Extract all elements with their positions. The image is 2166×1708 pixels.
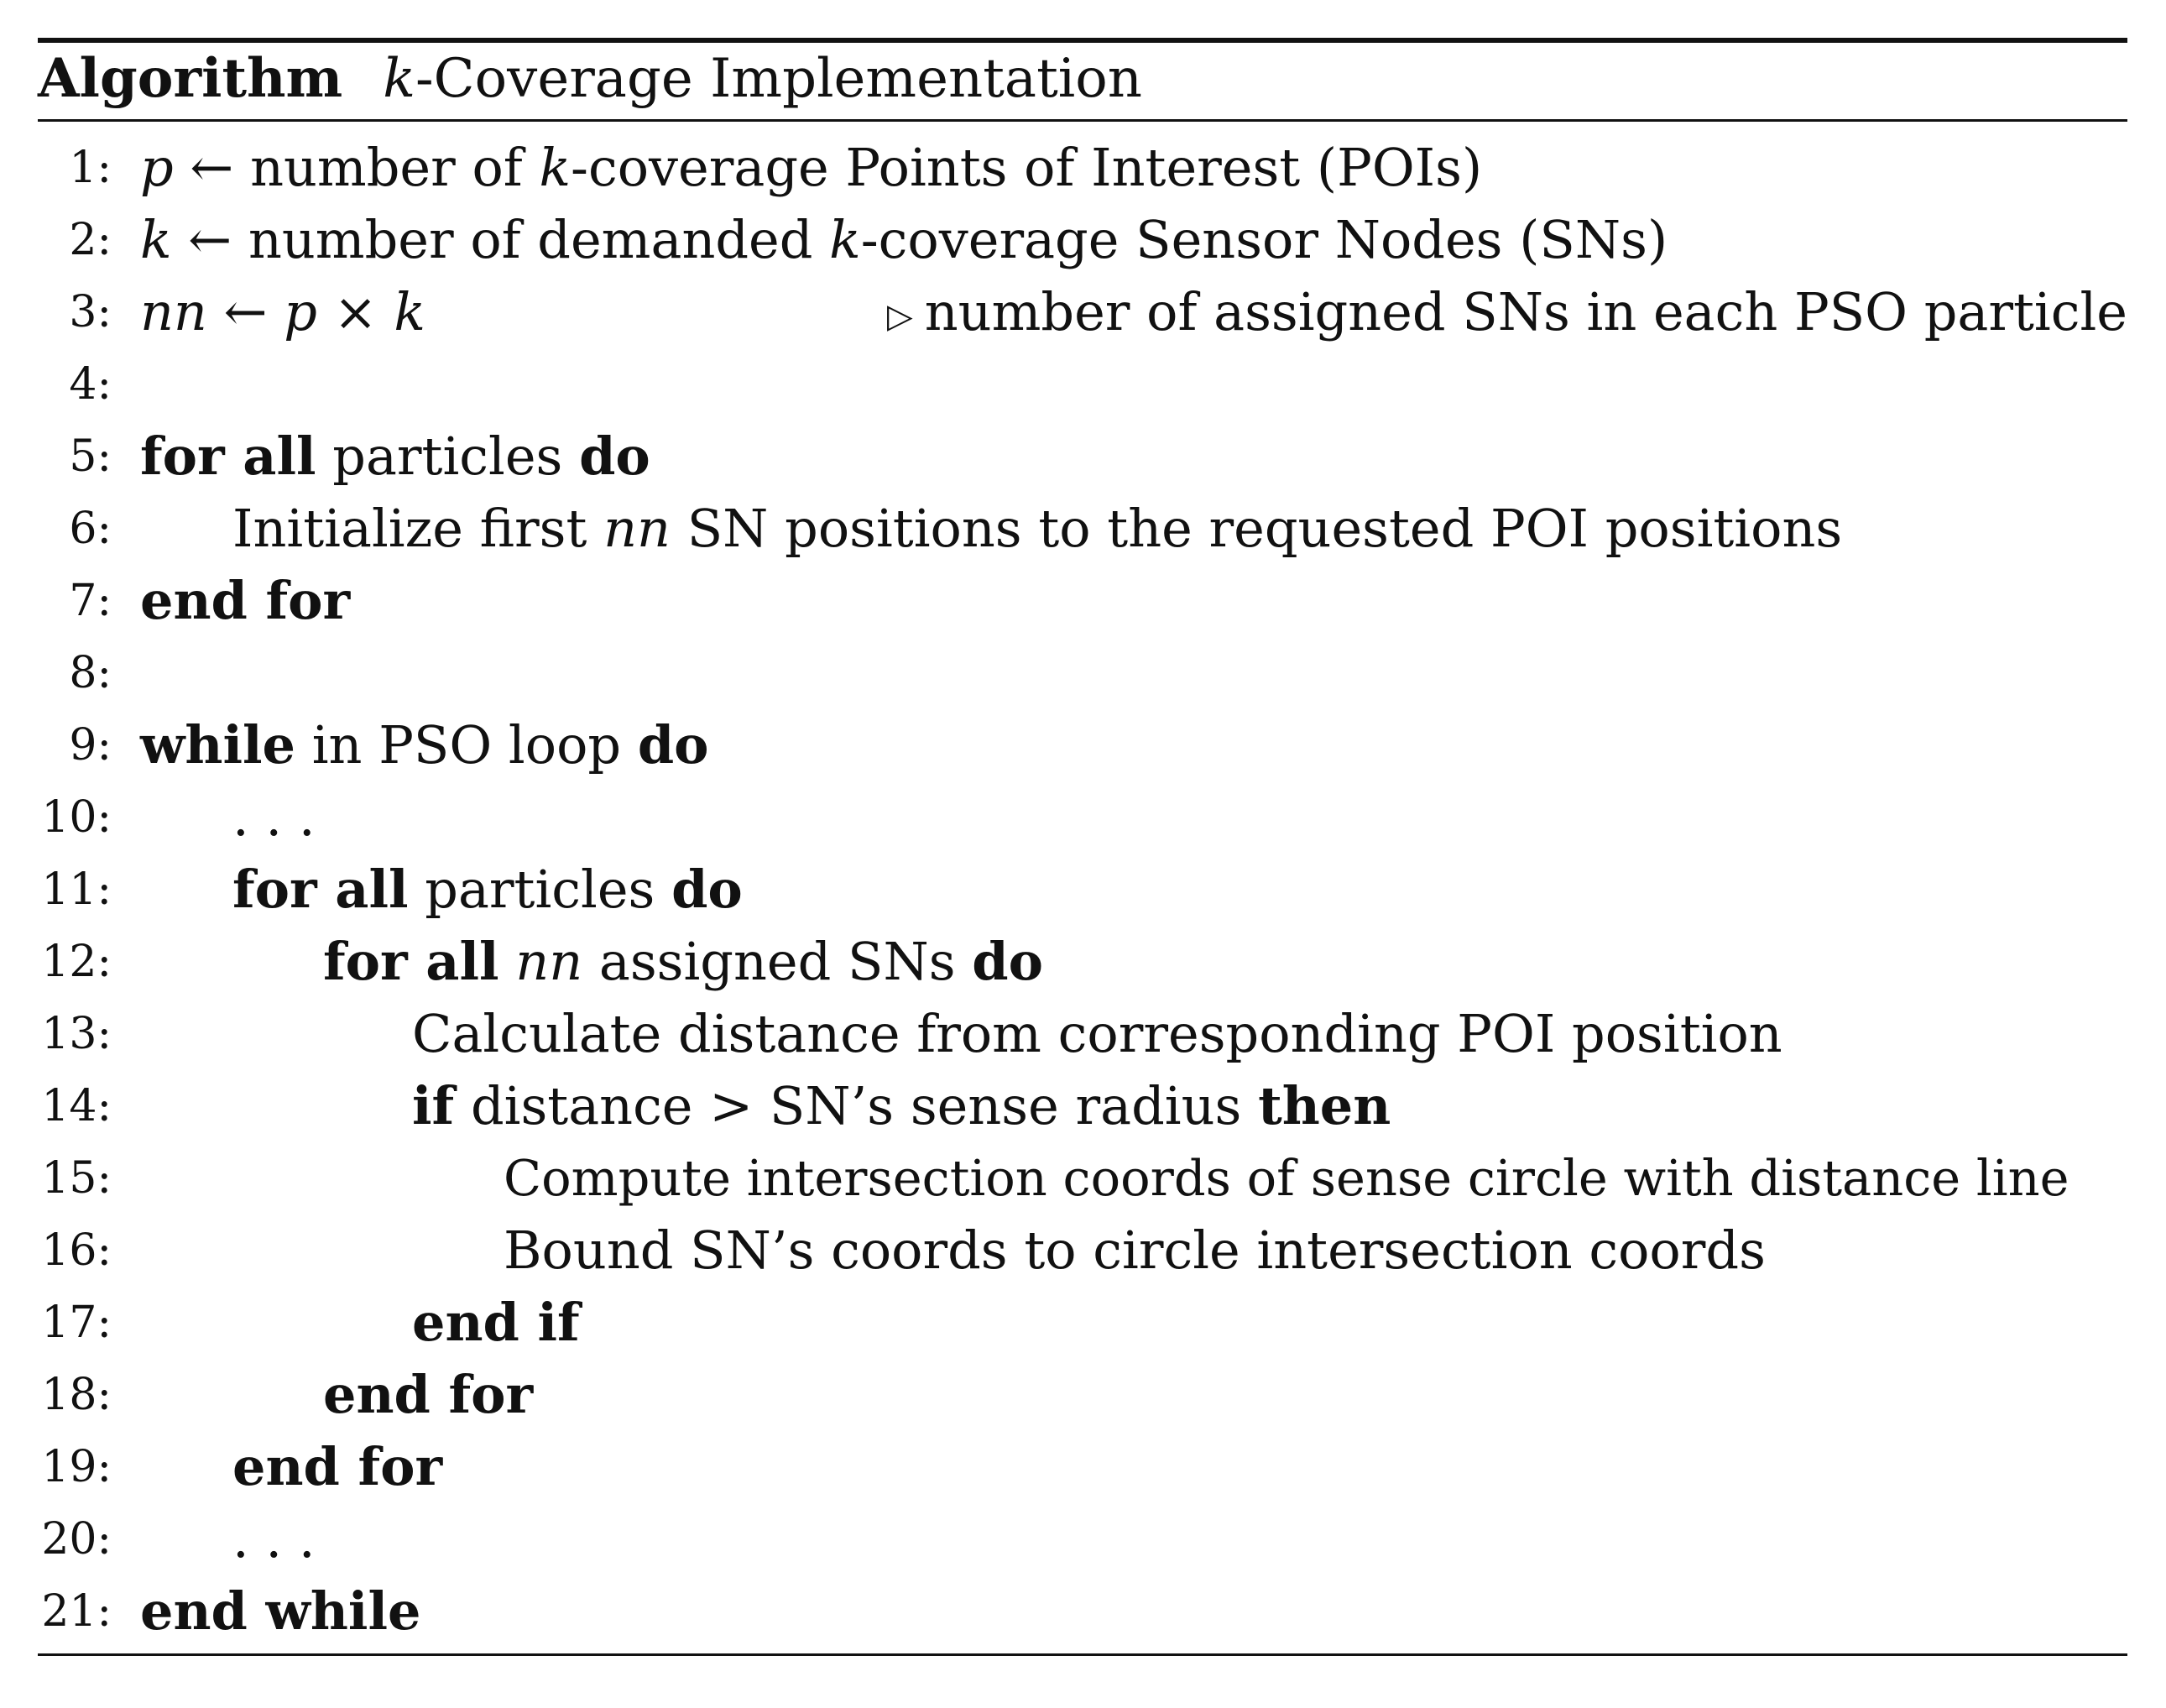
line-body bbox=[140, 420, 650, 493]
keyword: for all bbox=[323, 931, 499, 992]
line-text: ← number of demanded bbox=[171, 209, 830, 270]
algorithm-line bbox=[38, 1359, 2127, 1431]
keyword: end for bbox=[140, 570, 351, 631]
line-text: particles bbox=[316, 426, 580, 487]
var-nn: nn bbox=[515, 931, 583, 992]
keyword: for all bbox=[140, 426, 316, 487]
algorithm-line bbox=[38, 276, 2127, 348]
line-body bbox=[323, 926, 1043, 998]
line-number: 15: bbox=[41, 1153, 112, 1204]
line-text: Compute intersection coords of sense circle with distance line bbox=[504, 1149, 2069, 1207]
line-number: 16: bbox=[41, 1225, 112, 1276]
algorithm-line bbox=[38, 709, 2127, 781]
algorithm-line bbox=[38, 1070, 2127, 1142]
algorithm-line bbox=[38, 1431, 2127, 1503]
line-body bbox=[232, 493, 1842, 565]
algorithm-line bbox=[38, 420, 2127, 493]
algorithm-line bbox=[38, 1214, 2127, 1287]
caption-rule bbox=[38, 119, 2127, 122]
keyword: end for bbox=[323, 1364, 534, 1425]
var-nn: nn bbox=[140, 281, 207, 342]
line-text: × bbox=[316, 281, 394, 342]
line-number: 10: bbox=[41, 792, 112, 843]
line-text: Bound SN’s coords to circle intersection coords bbox=[504, 1220, 1766, 1281]
line-text: -coverage Points of Interest (POIs) bbox=[571, 137, 1483, 198]
algorithm-line bbox=[38, 854, 2127, 926]
caption-label: Algorithm bbox=[38, 47, 343, 110]
algorithm-line bbox=[38, 1503, 2127, 1575]
line-body bbox=[140, 132, 1482, 204]
line-body bbox=[140, 204, 1668, 276]
line-text: assigned SNs bbox=[582, 931, 973, 992]
keyword: for all bbox=[232, 859, 409, 920]
algorithm-line bbox=[38, 781, 2127, 854]
var-p: p bbox=[284, 281, 317, 342]
var-k: k bbox=[539, 137, 572, 198]
caption-title: -Coverage Implementation bbox=[415, 48, 1142, 110]
line-number: 8: bbox=[69, 648, 112, 698]
line-text: Calculate distance from corresponding POI position bbox=[412, 1003, 1782, 1064]
line-number: 17: bbox=[41, 1298, 112, 1348]
line-text: distance > SN’s sense radius bbox=[454, 1075, 1259, 1136]
line-number: 5: bbox=[69, 431, 112, 482]
line-number: 7: bbox=[69, 576, 112, 626]
line-text: particles bbox=[408, 859, 672, 920]
keyword: do bbox=[637, 714, 709, 776]
comment-triangle-icon: ▷ bbox=[886, 296, 913, 336]
top-rule bbox=[38, 38, 2127, 43]
algorithm-line bbox=[38, 998, 2127, 1070]
line-text: . . . bbox=[232, 786, 316, 848]
algorithm-line bbox=[38, 1142, 2127, 1214]
line-number: 13: bbox=[41, 1009, 112, 1059]
algorithm-line bbox=[38, 926, 2127, 998]
algorithm-line bbox=[38, 1287, 2127, 1359]
keyword: if bbox=[412, 1075, 455, 1136]
line-number: 19: bbox=[41, 1442, 112, 1492]
keyword: while bbox=[140, 714, 296, 776]
line-number: 1: bbox=[69, 143, 112, 193]
line-text: SN positions to the requested POI positions bbox=[671, 498, 1843, 559]
keyword: then bbox=[1258, 1075, 1391, 1136]
var-k: k bbox=[140, 209, 172, 270]
line-text: ← bbox=[206, 281, 284, 342]
line-number: 6: bbox=[69, 504, 112, 554]
line-number: 21: bbox=[41, 1586, 112, 1637]
var-p: p bbox=[140, 137, 174, 198]
algorithm-line bbox=[38, 348, 2127, 420]
algorithm-line bbox=[38, 493, 2127, 565]
line-text: Initialize first bbox=[232, 498, 604, 559]
keyword: do bbox=[579, 426, 650, 487]
algorithm-caption bbox=[38, 44, 1142, 113]
bottom-rule bbox=[38, 1653, 2127, 1656]
line-number: 9: bbox=[69, 720, 112, 770]
line-body bbox=[232, 854, 743, 926]
line-body bbox=[412, 1070, 1391, 1142]
line-number: 11: bbox=[41, 864, 112, 915]
line-number: 3: bbox=[69, 287, 112, 337]
line-number: 18: bbox=[41, 1370, 112, 1420]
algorithm-line bbox=[38, 204, 2127, 276]
comment-text: number of assigned SNs in each PSO particle bbox=[924, 281, 2127, 342]
line-comment bbox=[887, 276, 2127, 353]
line-text: in PSO loop bbox=[295, 714, 638, 776]
line-body bbox=[140, 709, 709, 781]
line-number: 2: bbox=[69, 215, 112, 265]
var-k: k bbox=[829, 209, 861, 270]
algorithm-lines bbox=[38, 132, 2127, 1648]
keyword: end while bbox=[140, 1580, 421, 1642]
var-nn: nn bbox=[603, 498, 671, 559]
keyword: end if bbox=[412, 1292, 580, 1353]
algorithm-line bbox=[38, 132, 2127, 204]
keyword: end for bbox=[232, 1436, 443, 1497]
var-k: k bbox=[394, 281, 425, 342]
line-number: 20: bbox=[41, 1514, 112, 1564]
line-number: 4: bbox=[69, 359, 112, 410]
algorithm-line bbox=[38, 637, 2127, 709]
line-text: . . . bbox=[232, 1508, 316, 1570]
keyword: do bbox=[671, 859, 743, 920]
algorithm-line bbox=[38, 565, 2127, 637]
line-text: -coverage Sensor Nodes (SNs) bbox=[860, 209, 1668, 270]
line-body bbox=[140, 276, 425, 348]
line-number: 14: bbox=[41, 1081, 112, 1131]
caption-title-var: k bbox=[383, 48, 416, 110]
line-text: ← number of bbox=[173, 137, 540, 198]
keyword: do bbox=[972, 931, 1043, 992]
line-number: 12: bbox=[41, 937, 112, 987]
algorithm-line bbox=[38, 1575, 2127, 1648]
